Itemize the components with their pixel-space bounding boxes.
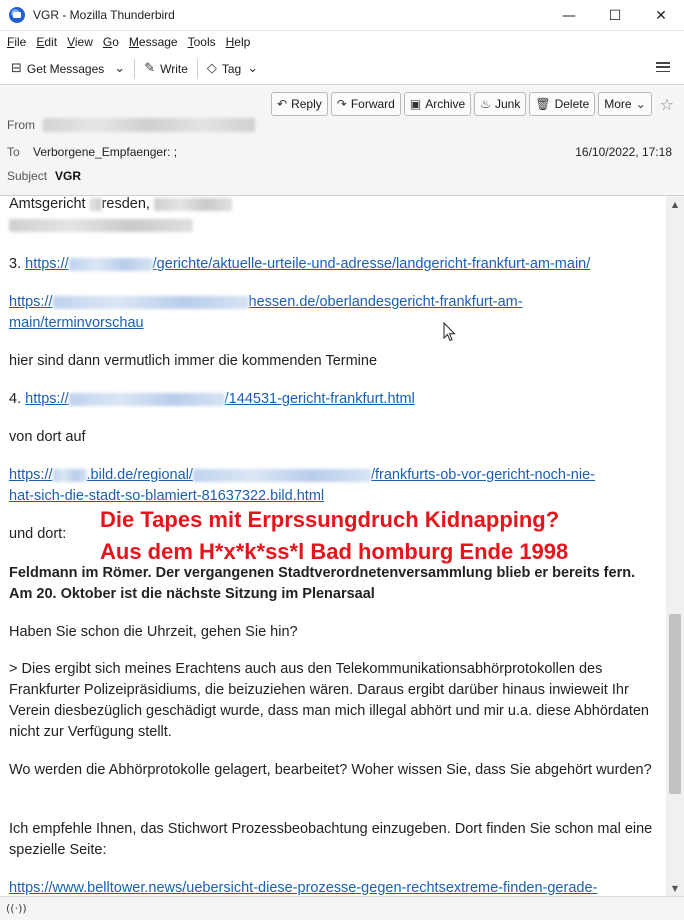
- link-text: https://: [25, 391, 69, 407]
- body-text: Amtsgericht: [9, 196, 90, 212]
- redacted-link: [53, 296, 249, 309]
- archive-button[interactable]: [404, 92, 471, 116]
- to-value[interactable]: Verborgene_Empfaenger: ;: [33, 145, 178, 159]
- link-bild[interactable]: [9, 467, 595, 504]
- body-para-uhrzeit: Haben Sie schon die Uhrzeit, gehen Sie hin?: [9, 624, 298, 640]
- body-text: resden,: [101, 196, 150, 212]
- menu-edit[interactable]: [31, 35, 62, 49]
- tag-label: Tag: [221, 61, 242, 76]
- body-line-amtsgericht: [9, 196, 659, 215]
- inbox-download-icon: ⊟: [11, 61, 22, 76]
- pencil-icon: ✎: [144, 61, 156, 76]
- tag-button[interactable]: [202, 56, 263, 82]
- body-para-und: und dort:: [9, 526, 67, 542]
- overlay-annotation-line1: Die Tapes mit Erprssungdruch Kidnapping?: [100, 507, 560, 532]
- archive-label: Archive: [425, 97, 466, 111]
- forward-button[interactable]: [331, 92, 401, 116]
- link-landgericht[interactable]: [25, 256, 590, 272]
- redacted-text: [154, 198, 232, 211]
- more-button[interactable]: [598, 92, 651, 116]
- to-row: [7, 145, 177, 159]
- message-actions: [268, 92, 674, 116]
- menu-help-label: elp: [234, 35, 251, 49]
- subject-value: VGR: [55, 169, 82, 183]
- title-bar: [0, 0, 684, 31]
- message-date: 16/10/2022, 17:18: [575, 145, 672, 159]
- menu-file-label: ile: [14, 35, 27, 49]
- menu-help[interactable]: [221, 35, 256, 49]
- menu-view[interactable]: [62, 35, 98, 49]
- body-scrollbar[interactable]: [666, 196, 684, 896]
- minimize-button[interactable]: —: [562, 7, 576, 24]
- body-para-belltower: [9, 878, 659, 896]
- menu-message[interactable]: [124, 35, 183, 49]
- menu-view-accel: V: [67, 35, 75, 49]
- body-para-quote: > Dies ergibt sich meines Erachtens auch aus den Telekommunikationsabhörprotokollen des Frankfurter Polizeipräsidiums, die beizuziehen wären. Daraus ergibt darüber hinaus inwieweit Ihr Verein diesbezüglich geschädigt wurde, dass man mich illegal abhört und mir u.a. diese Abhördaten nicht zur Verfügung stellt.: [9, 661, 649, 740]
- redacted-link: [53, 469, 87, 482]
- menu-bar: [0, 31, 684, 53]
- list-number: 3.: [9, 256, 26, 272]
- body-para-vondort: von dort auf: [9, 429, 86, 445]
- menu-message-label: essage: [138, 35, 178, 49]
- menu-help-accel: H: [225, 35, 235, 49]
- junk-button[interactable]: [474, 92, 526, 116]
- toolbar-separator: [197, 59, 198, 79]
- from-label: From: [7, 118, 35, 132]
- link-text: hessen.de/oberlandesgericht-frankfurt-am-: [248, 294, 523, 310]
- from-redacted: [43, 118, 255, 132]
- scroll-up-icon[interactable]: ▲: [671, 199, 679, 209]
- from-row: [7, 118, 255, 132]
- junk-label: Junk: [494, 97, 521, 111]
- link-text: main/terminvorschau: [9, 315, 144, 331]
- write-button[interactable]: [139, 56, 193, 82]
- scroll-down-icon[interactable]: ▼: [671, 883, 679, 893]
- menu-go-accel: G: [102, 35, 113, 49]
- close-button[interactable]: ✕: [655, 7, 667, 24]
- window-controls: [546, 0, 684, 31]
- chevron-down-icon: ⌄: [635, 97, 646, 111]
- get-messages-dropdown[interactable]: [109, 56, 130, 82]
- body-line-redacted: [9, 215, 659, 236]
- window-title: VGR - Mozilla Thunderbird: [33, 8, 175, 22]
- menu-tools-label: ools: [193, 35, 216, 49]
- menu-file[interactable]: [2, 35, 31, 49]
- menu-edit-label: dit: [44, 35, 58, 49]
- delete-button[interactable]: [529, 92, 595, 116]
- list-number: 4.: [9, 391, 26, 407]
- link-belltower[interactable]: https://www.belltower.news/uebersicht-diese-prozesse-gegen-rechtsextreme-finden-gerade-: [9, 880, 598, 896]
- body-para-empfehle: Ich empfehle Ihnen, das Stichwort Prozessbeobachtung einzugeben. Dort finden Sie schon mal eine spezielle Seite:: [9, 821, 653, 858]
- menu-edit-accel: E: [36, 35, 45, 49]
- menu-go-label: o: [112, 35, 119, 49]
- app-menu-icon[interactable]: [656, 60, 670, 74]
- link-gericht-frankfurt[interactable]: [25, 391, 415, 407]
- link-text: /144531-gericht-frankfurt.html: [224, 391, 415, 407]
- main-toolbar: [0, 53, 684, 85]
- trash-icon: 🗑: [535, 97, 551, 111]
- subject-label: Subject: [7, 169, 48, 183]
- link-text: hat-sich-die-stadt-so-blamiert-81637322.bild.html: [9, 488, 325, 504]
- menu-tools[interactable]: [183, 35, 221, 49]
- body-para-olg: [9, 292, 659, 334]
- link-text: /gerichte/aktuelle-urteile-und-adresse/landgericht-frankfurt-am-main/: [152, 256, 591, 272]
- archive-box-icon: ▣: [409, 97, 422, 111]
- menu-go[interactable]: [98, 35, 124, 49]
- get-messages-label: Get Messages: [26, 61, 105, 76]
- redacted-link: [193, 469, 371, 482]
- reply-arrow-icon: ↶: [277, 97, 288, 111]
- menu-tools-accel: T: [187, 35, 194, 49]
- get-messages-button[interactable]: [6, 56, 109, 82]
- chevron-down-icon: ⌄: [247, 61, 259, 76]
- toolbar-separator: [134, 59, 135, 79]
- thunderbird-logo-icon: [9, 7, 25, 23]
- link-text: https://: [25, 256, 69, 272]
- more-label: More: [604, 97, 632, 111]
- body-para-3: [9, 254, 659, 275]
- forward-label: Forward: [350, 97, 395, 111]
- to-label: To: [7, 145, 20, 159]
- delete-label: Delete: [554, 97, 590, 111]
- link-text: .bild.de/regional/: [86, 467, 193, 483]
- online-status-icon[interactable]: ((·)): [6, 902, 27, 915]
- link-text: https://: [9, 467, 53, 483]
- redacted-link: [69, 393, 225, 406]
- mouse-cursor-icon: [443, 322, 456, 342]
- star-icon[interactable]: ☆: [659, 94, 674, 114]
- write-label: Write: [160, 61, 188, 76]
- forward-arrow-icon: ↷: [336, 97, 347, 111]
- body-para-bild: [9, 465, 659, 507]
- redacted-text: [9, 219, 193, 232]
- redacted-link: [69, 258, 153, 271]
- link-text: /frankfurts-ob-vor-gericht-noch-nie-: [370, 467, 595, 483]
- menu-file-accel: F: [7, 35, 15, 49]
- subject-row: [7, 169, 81, 183]
- body-para-termine: hier sind dann vermutlich immer die kommenden Termine: [9, 353, 378, 369]
- status-bar: [0, 896, 684, 920]
- body-para-4: [9, 389, 659, 410]
- scroll-thumb[interactable]: [669, 614, 681, 794]
- overlay-annotation-line2: Aus dem H*x*k*ss*l Bad homburg Ende 1998: [100, 539, 569, 564]
- message-header: [0, 85, 684, 196]
- maximize-button[interactable]: ☐: [608, 7, 622, 24]
- reply-button[interactable]: [271, 92, 328, 116]
- link-text: https://: [9, 294, 53, 310]
- body-para-wo: Wo werden die Abhörprotokolle gelagert, bearbeitet? Woher wissen Sie, dass Sie abgehört wurden?: [9, 762, 652, 778]
- menu-view-label: iew: [74, 35, 93, 49]
- reply-label: Reply: [291, 97, 322, 111]
- chevron-down-icon: ⌄: [114, 61, 126, 76]
- menu-message-accel: M: [128, 35, 139, 49]
- junk-flame-icon: ♨: [480, 97, 491, 111]
- tag-icon: ◇: [206, 61, 217, 76]
- body-para-feldmann: Feldmann im Römer. Der vergangenen Stadtverordnetenversammlung blieb er bereits fern. Am 20. Oktober ist die nächste Sitzung im Plenarsaal: [9, 565, 636, 602]
- redacted-text: [90, 198, 102, 211]
